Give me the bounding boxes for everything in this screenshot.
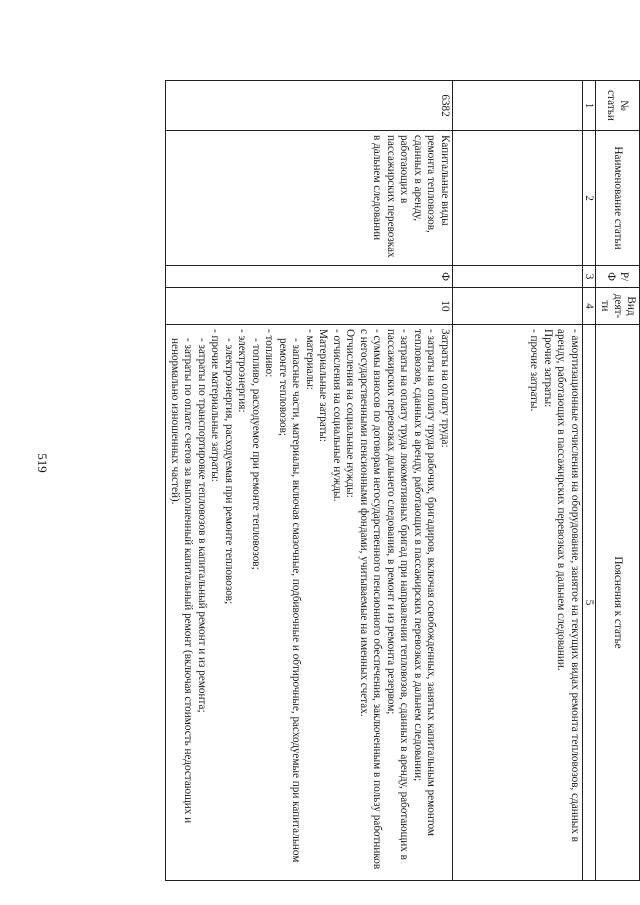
explanation-line: - затраты на оплату труда рабочих, бригадиров, включая освобожденных, занятых капитальным ремонтом тепловозов, сданных в аренду, работающих в пассажирских перевозках в дальнем следовании; [412,329,438,837]
explanation-line: Отчисления на социальные нужды: [344,329,357,498]
articles-table [166,80,640,881]
explanation-line: - топливо, расходуемое при ремонте тепловозов; [250,338,262,570]
table-header-row [596,81,640,881]
article-explanation [453,325,583,881]
explanation-line: - суммы взносов по договорам негосударственного пенсионного обеспечения, заключенным в пользу работников с негосударственными пенсионными фондами, учитываемые на именных счетах. [358,329,384,870]
explanation-line: Прочие затраты: [542,329,554,408]
article-activity [453,288,583,325]
article-explanation [166,325,453,881]
explanation-line: - отчисления на социальные нужды. [331,329,343,502]
explanation-line: - амортизационные отчисления на оборудование, занятое на текущих видах ремонта тепловозов, сданных в аренду, работающих в пассажирских перевозках в дальнем следовании. [555,329,581,842]
rotated-table-sheet [85,80,640,880]
article-name: Капитальные виды ремонта тепловозов, сданных в аренду, работающих в пассажирских перевозках в дальнем следовании [166,131,453,266]
explanation-line: - материалы: [304,329,316,390]
article-number [453,81,583,131]
explanation-line: - затраты по оплате счетов за выполненный капитальный ремонт (включая стоимость недостающих и ненормально изношенных частей). [169,338,195,824]
column-number: 2 [583,131,596,266]
header-article-name: Наименование статьи [596,131,640,266]
header-activity-type: Вид деят-ти [596,288,640,325]
table-row [453,81,583,881]
explanation-line: - электроэнергия, расходуемая при ремонте тепловозов; [223,338,235,605]
explanation-line: - топливо: [263,329,276,378]
column-number: 1 [583,81,596,131]
header-article-number: № статьи [596,81,640,131]
explanation-line: - электроэнергия: [236,329,249,413]
article-rf [453,266,583,288]
explanation-line: - запасные части, материалы, включая смазочные, подбивочные и обтирочные, расходуемые при капитальном ремонте тепловозов; [277,338,303,863]
article-activity: 10 [166,288,453,325]
column-number: 3 [583,266,596,288]
explanation-line: Затраты на оплату труда: [439,329,451,448]
table-row [166,81,453,881]
explanation-line: - прочие материальные затраты: [209,329,222,482]
page-number: 519 [35,453,50,473]
explanation-line: - затраты на оплату труда локомотивных бригад при направлении тепловозов, сданных в аренду, работающих в пассажирских перевозках дальнего следования, в ремонт и из ремонта резервом; [385,329,411,860]
article-rf: Ф [166,266,453,288]
column-number: 5 [583,325,596,881]
column-number: 4 [583,288,596,325]
explanation-line: - прочие затраты. [528,329,541,412]
explanation-line: - затраты по транспортировке тепловозов в капитальный ремонт и из ремонта; [196,338,208,713]
article-number: 6382 [166,81,453,131]
column-number-row [583,81,596,881]
header-explanation: Пояснения к статье [596,325,640,881]
header-rf: Р/ Ф [596,266,640,288]
explanation-line: Материальные затраты: [317,329,330,442]
article-name [453,131,583,266]
